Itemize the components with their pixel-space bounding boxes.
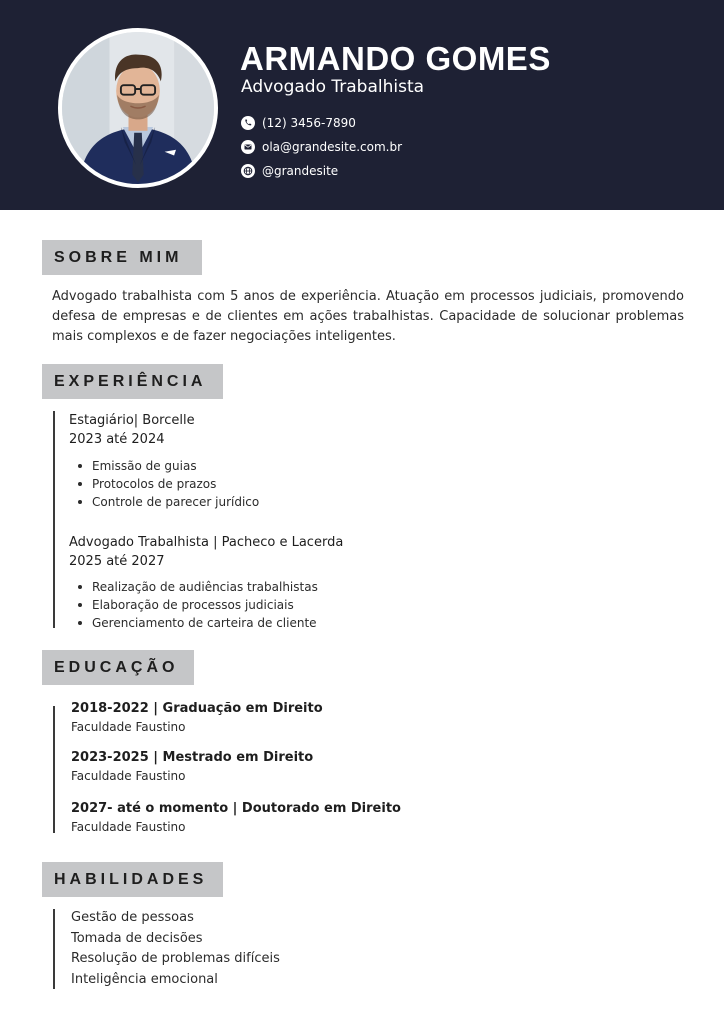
section-title-skills: HABILIDADES — [42, 862, 223, 897]
profile-photo — [58, 28, 218, 188]
education-degree: 2023-2025 | Mestrado em Direito — [71, 750, 314, 765]
email-icon — [241, 140, 255, 154]
skill-item: Inteligência emocional — [71, 971, 218, 987]
list-item: Realização de audiências trabalhistas — [78, 578, 318, 596]
job-period: 2025 até 2027 — [69, 554, 165, 569]
job-title: Estagiário| Borcelle — [69, 413, 195, 428]
job-title: Advogado Trabalhista | Pacheco e Lacerda — [69, 535, 344, 550]
section-title-experience: EXPERIÊNCIA — [42, 364, 223, 399]
contact-website-text: @grandesite — [262, 164, 339, 178]
skill-item: Gestão de pessoas — [71, 910, 194, 925]
job-duties-list — [78, 578, 318, 632]
list-item: Gerenciamento de carteira de cliente — [78, 614, 318, 632]
education-timeline-line — [53, 706, 55, 833]
contact-phone-text: (12) 3456-7890 — [262, 116, 356, 130]
education-school: Faculdade Faustino — [71, 720, 186, 734]
job-period: 2023 até 2024 — [69, 432, 165, 447]
globe-icon — [241, 164, 255, 178]
skills-list — [71, 908, 280, 990]
education-school: Faculdade Faustino — [71, 769, 186, 783]
list-item: Emissão de guias — [78, 457, 259, 475]
job-duties-list — [78, 457, 259, 511]
skill-item: Tomada de decisões — [71, 930, 203, 946]
list-item: Controle de parecer jurídico — [78, 493, 259, 511]
profile-photo-illustration — [62, 32, 214, 184]
phone-icon — [241, 116, 255, 130]
education-school: Faculdade Faustino — [71, 820, 186, 834]
experience-timeline-line — [53, 411, 55, 628]
education-degree: 2027- até o momento | Doutorado em Direito — [71, 801, 401, 816]
contact-email[interactable] — [241, 138, 402, 156]
section-title-education: EDUCAÇÃO — [42, 650, 194, 685]
contact-email-text: ola@grandesite.com.br — [262, 140, 403, 154]
skills-timeline-line — [53, 909, 55, 989]
education-degree: 2018-2022 | Graduação em Direito — [71, 701, 323, 716]
contact-website[interactable] — [241, 162, 338, 180]
list-item: Protocolos de prazos — [78, 475, 259, 493]
candidate-role: Advogado Trabalhista — [241, 77, 425, 97]
skill-item: Resolução de problemas difíceis — [71, 951, 280, 966]
candidate-name: ARMANDO GOMES — [240, 40, 551, 77]
contact-phone[interactable] — [241, 114, 356, 132]
list-item: Elaboração de processos judiciais — [78, 596, 318, 614]
about-text: Advogado trabalhista com 5 anos de experiência. Atuação em processos judiciais, promovendo defesa de empresas e de clientes em ações trabalhistas. Capacidade de solucionar problemas mais complexos e de fazer negociações inteligentes. — [52, 289, 684, 344]
header-banner — [0, 0, 724, 210]
section-title-about: SOBRE MIM — [42, 240, 202, 275]
